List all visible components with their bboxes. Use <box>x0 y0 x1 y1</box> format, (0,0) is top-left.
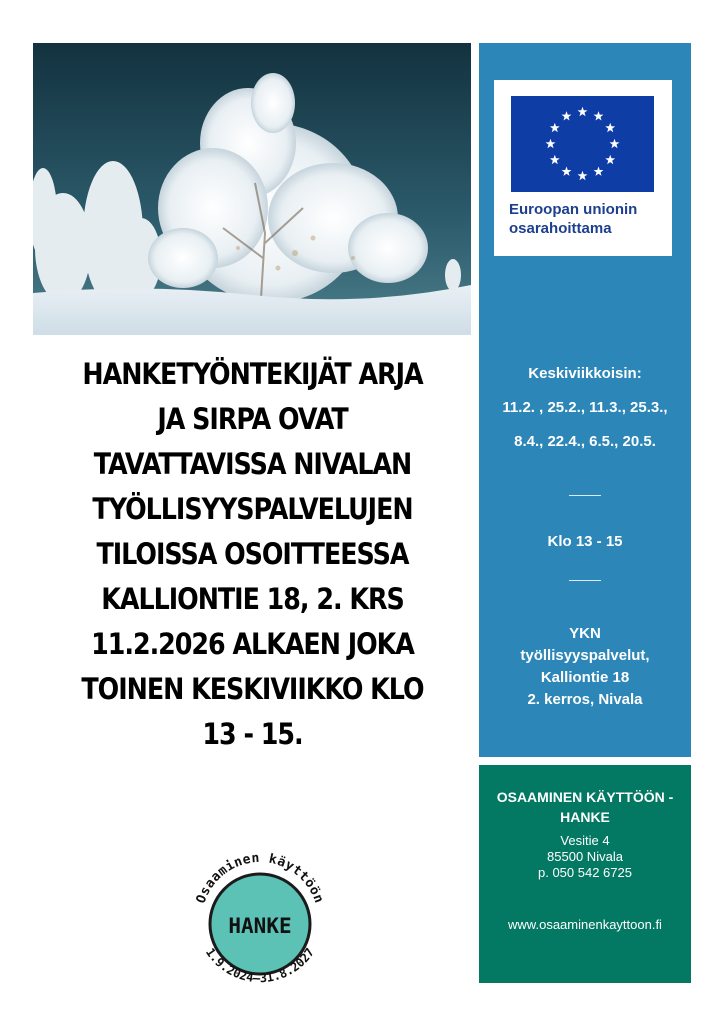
headline-line: TOINEN KESKIVIIKKO KLO <box>81 672 424 706</box>
logo-arc-top: Osaaminen käyttöön <box>193 850 327 906</box>
info-panel <box>479 43 691 757</box>
meeting-address <box>479 623 691 711</box>
schedule-dates <box>479 391 691 459</box>
winter-tree-photo <box>33 43 471 335</box>
meeting-time: Klo 13 - 15 <box>547 533 623 550</box>
headline-line: 13 - 15. <box>202 717 303 751</box>
eu-funding-text <box>509 200 669 238</box>
eu-flag-icon <box>511 96 654 192</box>
logo-arc-bottom: 1.9.2024–31.8.2027 <box>202 945 318 986</box>
schedule-title: Keskiviikkoisin: <box>528 365 642 382</box>
project-title-line: OSAAMINEN KÄYTTÖÖN - <box>496 789 674 805</box>
project-title <box>479 787 691 827</box>
project-title-line: HANKE <box>560 809 610 825</box>
project-street: Vesitie 4 <box>560 833 610 848</box>
headline-line: 11.2.2026 ALKAEN JOKA <box>91 627 414 661</box>
headline-line: KALLIONTIE 18, 2. KRS <box>101 582 404 616</box>
project-city: 85500 Nivala <box>547 849 623 864</box>
project-website-link[interactable]: www.osaaminenkayttoon.fi <box>508 917 662 932</box>
headline-line: JA SIRPA OVAT <box>157 402 348 436</box>
address-line: YKN <box>569 625 601 642</box>
divider <box>569 580 601 581</box>
schedule-date-line: 11.2. , 25.2., 11.3., 25.3., <box>502 399 668 416</box>
divider <box>569 495 601 496</box>
address-line: 2. kerros, Nivala <box>527 691 643 708</box>
schedule-date-line: 8.4., 22.4., 6.5., 20.5. <box>514 433 656 450</box>
address-line: työllisyyspalvelut, <box>520 647 650 664</box>
headline-line: TAVATTAVISSA NIVALAN <box>93 447 412 481</box>
project-contact-panel <box>479 765 691 983</box>
headline-line: TYÖLLISYYSPALVELUJEN <box>92 492 413 526</box>
project-phone: p. 050 542 6725 <box>538 865 632 880</box>
logo-center-text: HANKE <box>228 914 292 938</box>
headline-line: HANKETYÖNTEKIJÄT ARJA <box>82 357 423 391</box>
headline-line: TILOISSA OSOITTEESSA <box>96 537 409 571</box>
project-contact <box>479 833 691 881</box>
eu-funding-badge <box>494 80 672 256</box>
project-logo <box>180 832 340 992</box>
eu-text-line: Euroopan unionin <box>509 201 638 218</box>
address-line: Kalliontie 18 <box>540 669 630 686</box>
eu-text-line: osarahoittama <box>509 220 612 237</box>
headline <box>61 352 444 757</box>
